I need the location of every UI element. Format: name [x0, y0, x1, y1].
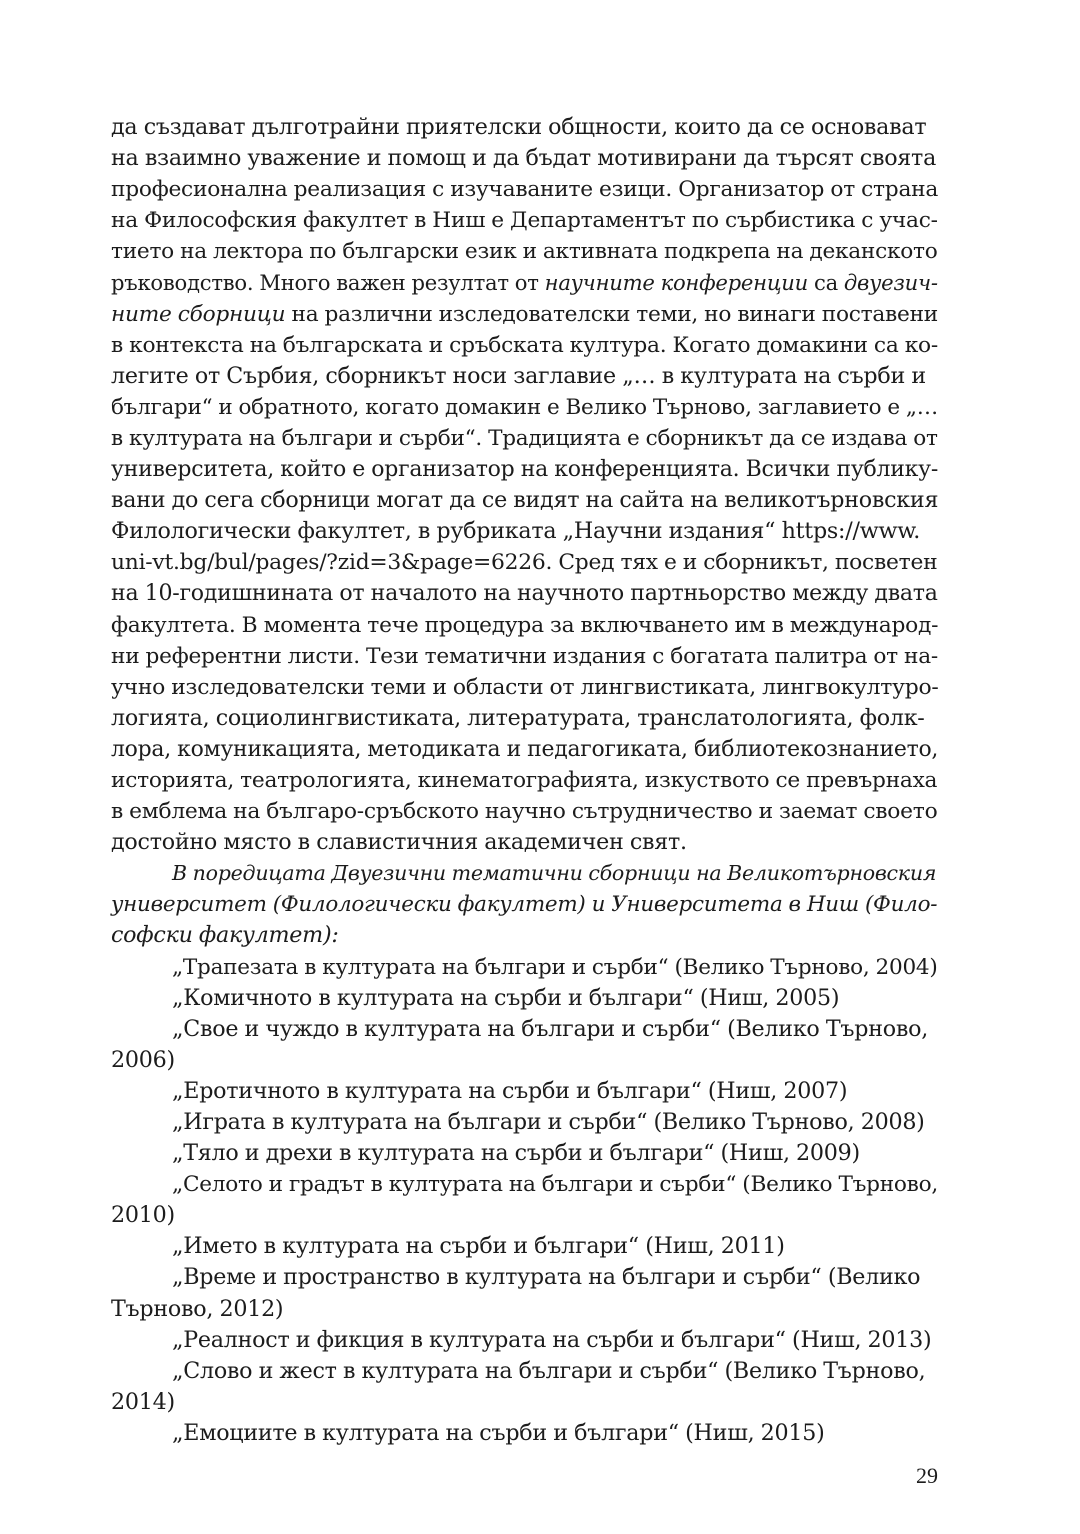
collection-item-continued: 2014)	[111, 1388, 175, 1415]
body-line: да създават дълготрайни приятелски общности, които да се основават	[111, 114, 927, 140]
body-text: ръководство. Много важен резултат от	[111, 270, 545, 296]
body-line: на 10-годишнината от началото на научното партньорство между двата	[111, 580, 938, 607]
body-line: на взаимно уважение и помощ и да бъдат мотивирани да търсят своята	[111, 145, 937, 172]
body-line: университета, който е организатор на конференцията. Всички публику-	[111, 457, 939, 483]
body-line: легите от Сърбия, сборникът носи заглавие „… в културата на сърби и	[111, 362, 926, 389]
body-line: лора, комуникацията, методиката и педагогиката, библиотекознанието,	[111, 736, 939, 762]
body-text: на различни изследователски теми, но винаги поставени	[285, 301, 938, 327]
collection-item: „Слово и жест в културата на българи и сърби“ (Велико Търново,	[172, 1357, 926, 1384]
body-line: факултета. В момента тече процедура за включването им в международ-	[111, 612, 939, 638]
series-intro-line: В поредицата Двуезични тематични сборници на Великотърновския	[172, 861, 937, 886]
series-intro-line: софски факултет):	[111, 922, 339, 949]
collection-item: „Емоциите в културата на сърби и българи“ (Ниш, 2015)	[172, 1419, 825, 1446]
emphasis-text: научните конференции	[544, 270, 809, 296]
emphasis-text: двуезич-	[843, 270, 938, 296]
body-text: са	[808, 270, 844, 296]
collection-item-continued: Търново, 2012)	[111, 1295, 284, 1322]
body-line: българи“ и обратното, когато домакин е Велико Търново, заглавието е „…	[111, 394, 939, 420]
body-line: на Философския факултет в Ниш е Департаментът по сърбистика с учас-	[111, 208, 938, 234]
collection-item: „Еротичното в културата на сърби и българи“ (Ниш, 2007)	[172, 1077, 848, 1104]
collection-item: „Време и пространство в културата на българи и сърби“ (Велико	[172, 1264, 921, 1291]
collection-item: „Реалност и фикция в културата на сърби и българи“ (Ниш, 2013)	[172, 1326, 932, 1353]
collection-item-continued: 2010)	[111, 1202, 175, 1229]
body-line: достойно място в славистичния академичен свят.	[111, 829, 687, 856]
collection-item: „Трапезата в културата на българи и сърби“ (Велико Търново, 2004)	[172, 954, 938, 980]
body-line	[111, 299, 938, 330]
page-content	[111, 112, 938, 1449]
body-line: в контекста на българската и сръбската култура. Когато домакини са ко-	[111, 332, 938, 358]
collection-item-continued: 2006)	[111, 1046, 175, 1073]
collection-item: „Селото и градът в културата на българи и сърби“ (Велико Търново,	[172, 1172, 938, 1198]
body-line: в емблема на българо-сръбското научно сътрудничество и заемат своето	[111, 799, 938, 825]
body-line: учно изследователски теми и области от лингвистиката, лингвокултуро-	[111, 674, 939, 700]
collection-item: „Играта в културата на българи и сърби“ (Велико Търново, 2008)	[172, 1109, 925, 1135]
body-line: тието на лектора по български език и активната подкрепа на деканското	[111, 239, 938, 265]
body-line: в културата на българи и сърби“. Традицията е сборникът да се издава от	[111, 425, 938, 451]
body-line: Филологически факултет, в рубриката „Научни издания“ https://www.	[111, 518, 921, 545]
body-line: историята, театрологията, кинематографията, изкуството се превърнаха	[111, 767, 938, 793]
body-line: вани до сега сборници могат да се видят на сайта на великотърновския	[111, 487, 939, 514]
body-line	[111, 267, 938, 298]
body-line: професионална реализация с изучаваните езици. Организатор от страна	[111, 177, 939, 203]
collection-item: „Комичното в културата на сърби и българи“ (Ниш, 2005)	[172, 984, 840, 1011]
body-line: uni-vt.bg/bul/pages/?zid=3&page=6226. Сред тях е и сборникът, посветен	[111, 550, 938, 576]
collection-item: „Свое и чуждо в културата на българи и сърби“ (Велико Търново,	[172, 1015, 929, 1042]
body-line: ни референтни листи. Тези тематични издания с богатата палитра от на-	[111, 643, 938, 669]
body-paragraph	[111, 112, 938, 1449]
series-intro-line: университет (Филологически факултет) и Университета в Ниш (Фило-	[111, 892, 938, 918]
collection-item: „Тяло и дрехи в културата на сърби и българи“ (Ниш, 2009)	[172, 1140, 860, 1167]
emphasis-text: ните сборници	[111, 301, 286, 327]
body-line: логията, социолингвистиката, литературата, транслатологията, фолк-	[111, 704, 925, 731]
collection-item: „Името в културата на сърби и българи“ (Ниш, 2011)	[172, 1233, 785, 1260]
page-number: 29	[916, 1463, 938, 1488]
